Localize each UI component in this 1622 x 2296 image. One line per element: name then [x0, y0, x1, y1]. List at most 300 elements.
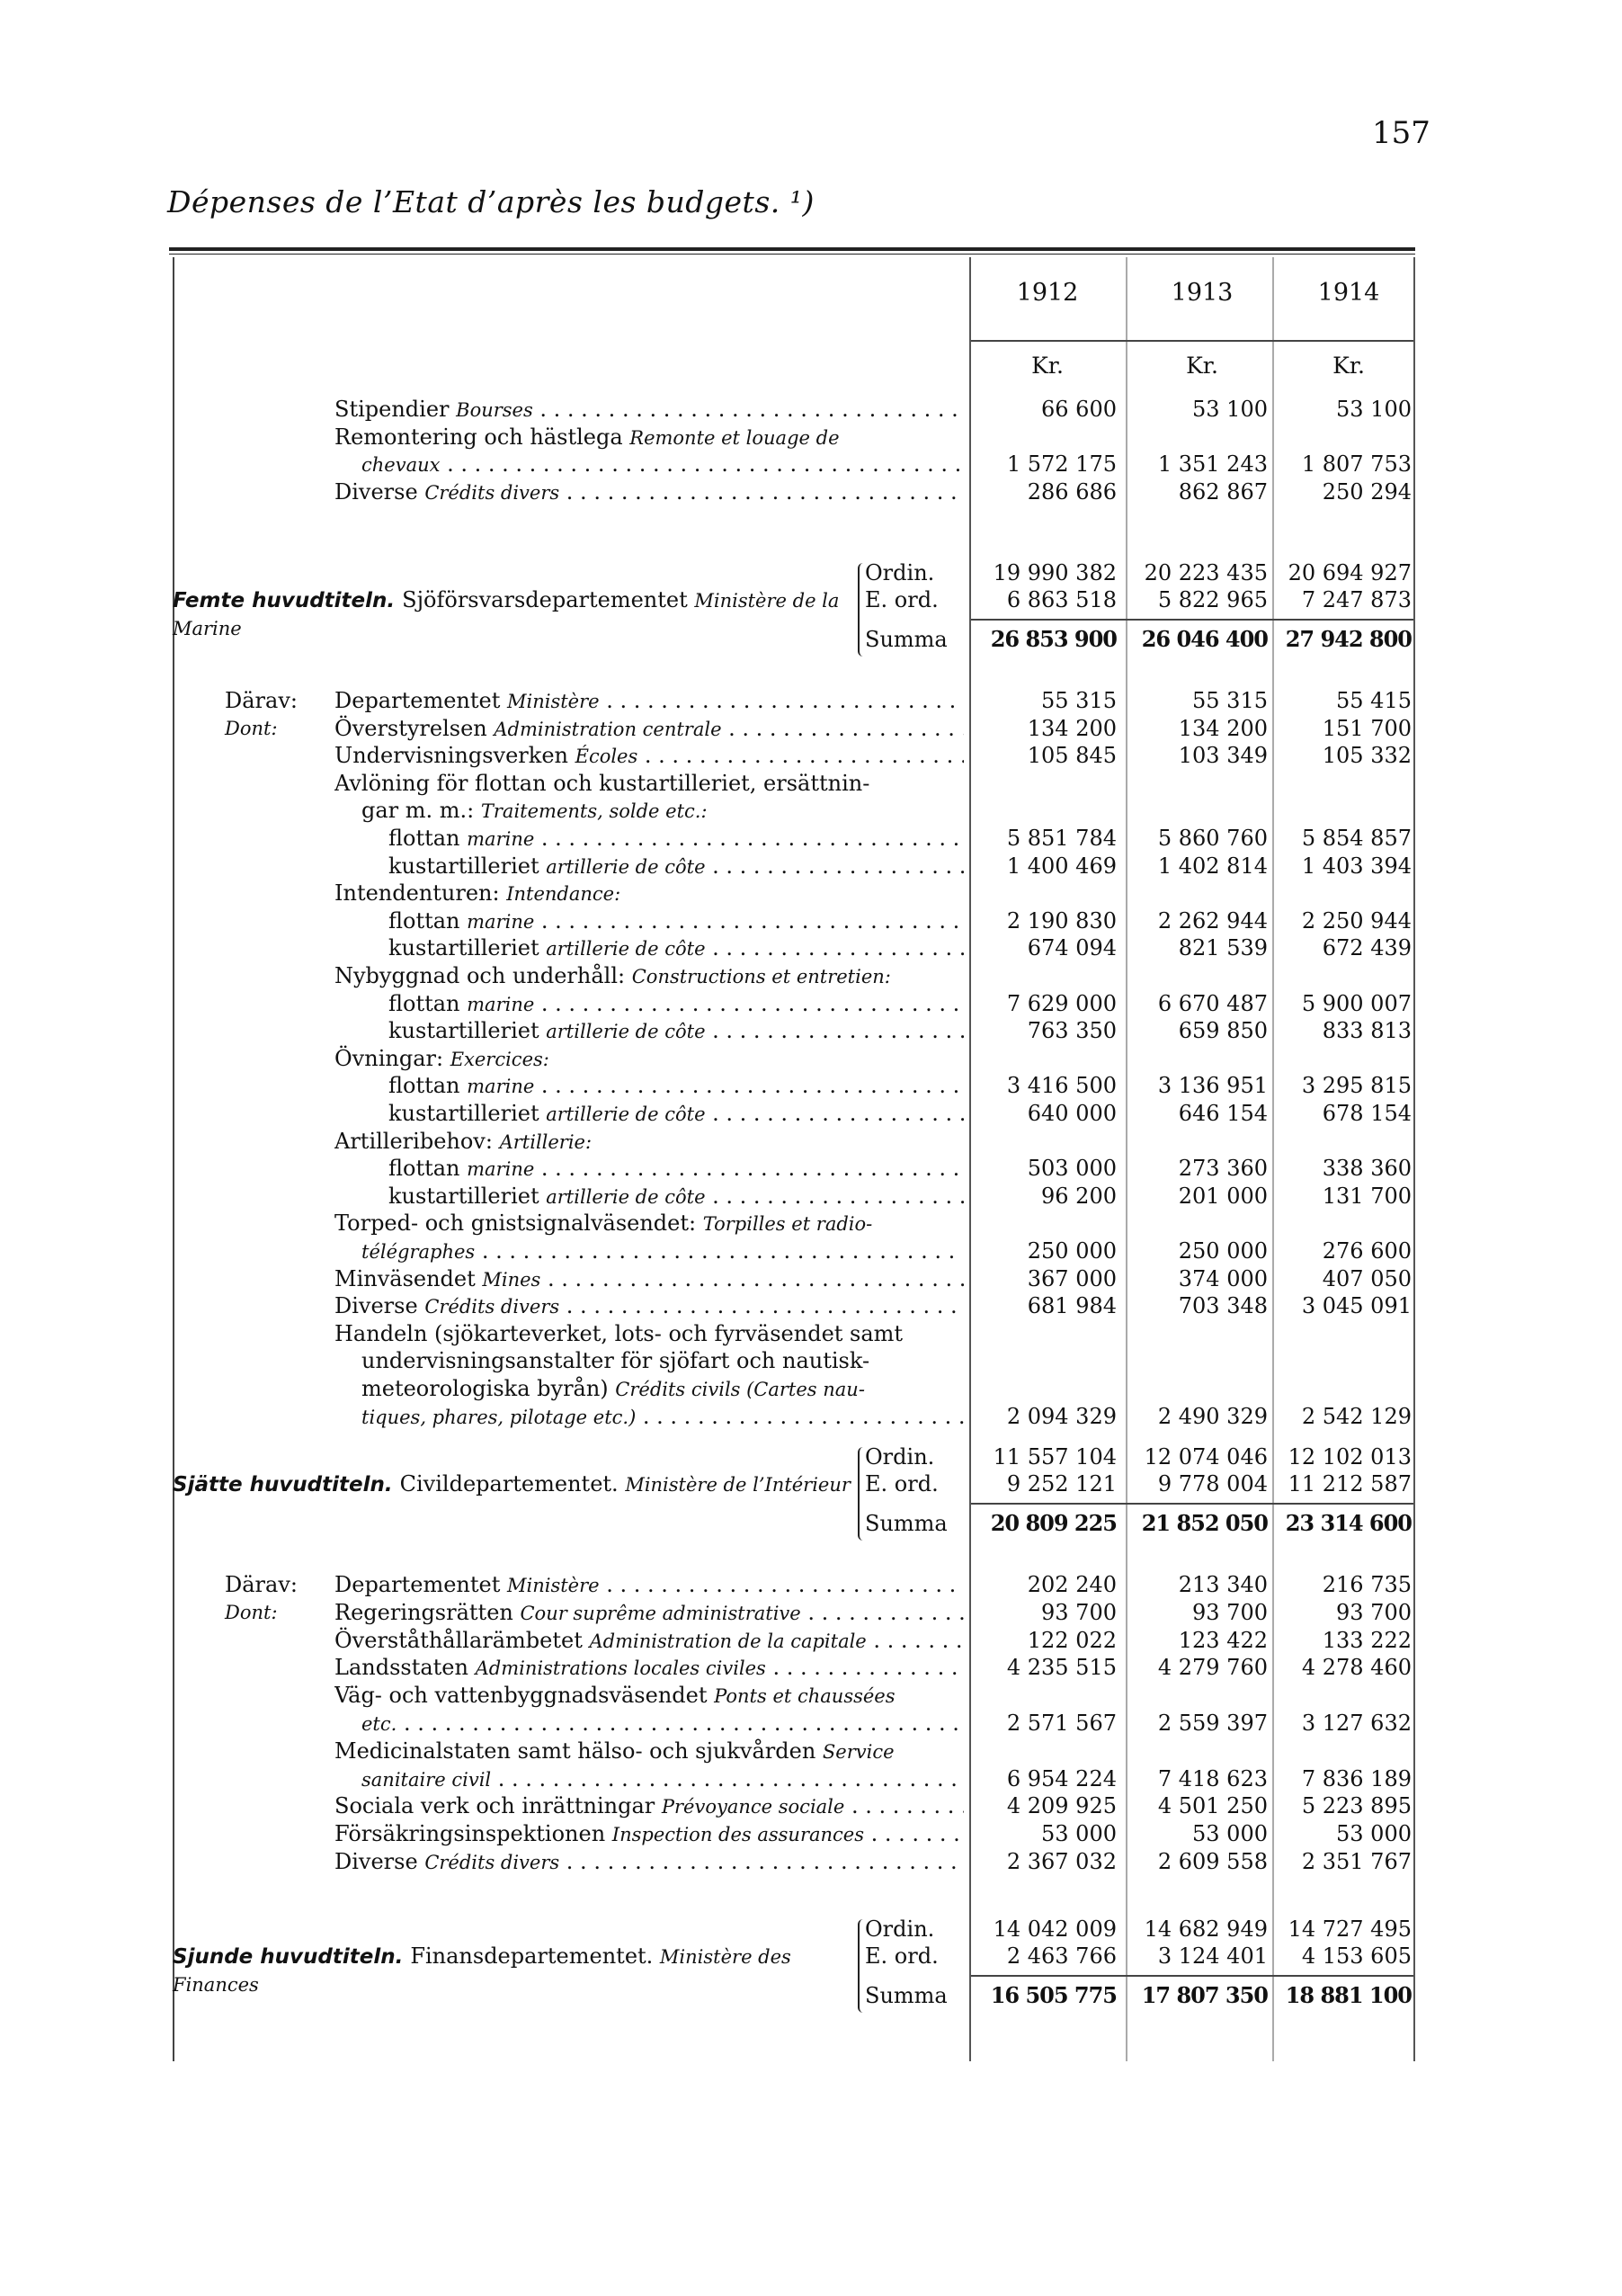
row-label — [334, 424, 964, 451]
row-label-fr: etc. — [361, 1713, 397, 1735]
section-title-bold: Sjunde huvudtiteln. — [173, 1945, 411, 1969]
row-label-sv: Undervisningsverken — [334, 743, 575, 769]
ordin-row — [0, 559, 1622, 586]
row-value: 151 700 — [1322, 715, 1412, 741]
table-row — [0, 990, 1622, 1017]
row-value: 2 571 567 — [1006, 1711, 1117, 1736]
section-title-rest: Finansdepartementet. — [410, 1943, 660, 1969]
row-label-fr: sanitaire civil — [361, 1768, 492, 1791]
row-label-sv: Sociala verk och inrättningar — [334, 1793, 662, 1819]
eord-row — [0, 1470, 1622, 1497]
row-label — [334, 1627, 964, 1655]
row-label — [334, 478, 964, 506]
row-value: 213 340 — [1178, 1572, 1268, 1597]
summa-value: 27 942 800 — [1285, 626, 1412, 652]
ordin-value: 12 102 013 — [1288, 1444, 1412, 1470]
ordin-value: 14 727 495 — [1288, 1916, 1412, 1942]
section-title-rest: Sjöförsvarsdepartementet — [402, 587, 695, 612]
summa-label: Summa — [865, 1983, 948, 2008]
table-row — [0, 1710, 1622, 1737]
table-row — [0, 1017, 1622, 1044]
row-value: 53 000 — [1192, 1821, 1268, 1847]
row-label — [334, 1320, 964, 1347]
table-row — [0, 1100, 1622, 1127]
row-label — [334, 715, 964, 743]
row-label-fr: artillerie de côte — [546, 855, 706, 878]
row-value: 659 850 — [1178, 1018, 1268, 1044]
year-header-1913: 1913 — [1171, 279, 1234, 307]
row-label-sv: Artilleribehov: — [334, 1128, 500, 1154]
row-label-fr: tiques, phares, pilotage etc.) — [361, 1406, 637, 1428]
table-row — [0, 1765, 1622, 1792]
row-label-fr: Administration de la capitale — [589, 1630, 867, 1652]
eord-row — [0, 586, 1622, 613]
row-label — [361, 1403, 964, 1431]
row-value: 250 000 — [1027, 1238, 1117, 1264]
table-row — [0, 1155, 1622, 1182]
row-label — [334, 1848, 964, 1876]
row-label — [334, 1738, 964, 1765]
row-label-fr: Ministère — [506, 1575, 600, 1596]
table-row — [0, 1682, 1622, 1709]
table-row — [0, 1599, 1622, 1626]
row-value: 763 350 — [1027, 1018, 1117, 1044]
row-label-fr: Remonte et louage de — [629, 426, 840, 449]
row-label — [388, 1017, 964, 1045]
table-row — [0, 396, 1622, 423]
row-label-fr: Administrations locales civiles — [475, 1657, 766, 1680]
row-value: 123 422 — [1178, 1627, 1268, 1653]
section-title-fr: Ministère de l’Intérieur — [625, 1474, 851, 1496]
row-value: 646 154 — [1178, 1101, 1268, 1126]
summa-label: Summa — [865, 627, 948, 652]
row-value: 276 600 — [1322, 1238, 1412, 1264]
section-title-fr: Ministère de la Marine — [173, 590, 840, 639]
ordin-value: 14 682 949 — [1144, 1916, 1268, 1942]
summa-label: Summa — [865, 1511, 948, 1536]
table-row — [0, 880, 1622, 907]
row-label — [334, 1820, 964, 1848]
row-label-fr: Crédits divers — [424, 1852, 560, 1873]
section-title-bold: Sjätte huvudtiteln. — [173, 1473, 400, 1496]
row-label-sv: kustartilleriet — [388, 1101, 547, 1126]
row-label-fr: marine — [467, 1076, 535, 1098]
table-row — [0, 907, 1622, 934]
row-value: 201 000 — [1178, 1183, 1268, 1209]
row-label — [334, 396, 964, 424]
summa-value: 26 046 400 — [1141, 626, 1268, 652]
row-value: 5 223 895 — [1301, 1793, 1412, 1819]
table-row — [0, 1320, 1622, 1347]
row-value: 134 200 — [1178, 715, 1268, 741]
row-value: 93 700 — [1336, 1599, 1412, 1625]
ordin-value: 19 990 382 — [993, 560, 1117, 585]
row-value: 640 000 — [1027, 1101, 1117, 1126]
table-row — [0, 1045, 1622, 1072]
row-label — [334, 1682, 964, 1710]
summa-value: 23 314 600 — [1285, 1510, 1412, 1536]
row-value: 2 559 397 — [1157, 1711, 1268, 1736]
row-value: 2 367 032 — [1006, 1849, 1117, 1874]
row-label — [388, 990, 964, 1018]
row-value: 216 735 — [1322, 1572, 1412, 1597]
row-label-fr: chevaux — [361, 454, 441, 476]
row-value: 862 867 — [1178, 478, 1268, 505]
summa-value: 26 853 900 — [990, 626, 1117, 652]
table-row — [0, 1571, 1622, 1598]
row-value: 250 294 — [1322, 478, 1412, 505]
row-label — [334, 1654, 964, 1682]
table-row — [0, 1292, 1622, 1319]
section-title-fr: Ministère des Finances — [173, 1946, 791, 1996]
row-label-sv: Departementet — [334, 688, 507, 713]
row-value: 4 209 925 — [1006, 1793, 1117, 1819]
summa-rule — [971, 619, 1413, 621]
row-label — [361, 1765, 964, 1793]
row-value: 53 100 — [1192, 397, 1268, 422]
table-row — [0, 478, 1622, 505]
row-label-fr: marine — [467, 1158, 535, 1181]
row-label — [334, 742, 964, 770]
row-label-sv: flottan — [388, 1156, 468, 1182]
ordin-row — [0, 1916, 1622, 1943]
table-row — [0, 687, 1622, 714]
summa-value: 21 852 050 — [1141, 1510, 1268, 1536]
row-label-sv: Departementet — [334, 1572, 507, 1597]
table-row — [0, 1738, 1622, 1764]
eord-value: 9 252 121 — [1006, 1471, 1117, 1496]
table-row — [0, 451, 1622, 478]
eord-value: 6 863 518 — [1006, 587, 1117, 612]
row-value: 286 686 — [1027, 478, 1117, 505]
eord-label: E. ord. — [865, 587, 939, 612]
row-value: 672 439 — [1322, 935, 1412, 961]
row-label — [334, 1210, 964, 1237]
row-label-fr: artillerie de côte — [546, 1185, 706, 1208]
row-label — [334, 770, 964, 797]
table-row — [0, 1820, 1622, 1847]
eord-value: 5 822 965 — [1157, 587, 1268, 612]
row-value: 5 860 760 — [1157, 826, 1268, 851]
row-value: 96 200 — [1041, 1183, 1117, 1209]
row-label — [334, 1128, 964, 1156]
row-label-sv: Minväsendet — [334, 1265, 483, 1291]
row-value: 133 222 — [1322, 1627, 1412, 1653]
row-value: 678 154 — [1322, 1101, 1412, 1126]
row-label — [361, 1237, 964, 1265]
row-value: 3 127 632 — [1301, 1711, 1412, 1736]
row-label-sv: Landsstaten — [334, 1655, 476, 1681]
row-value: 2 351 767 — [1301, 1849, 1412, 1874]
table-row — [0, 797, 1622, 824]
table-row — [0, 825, 1622, 852]
row-label-sv: Överståthållarämbetet — [334, 1627, 590, 1653]
table-row — [0, 962, 1622, 989]
row-value: 53 000 — [1041, 1821, 1117, 1847]
row-label-sv: Medicinalstaten samt hälso- och sjukvården — [334, 1738, 823, 1764]
row-value: 273 360 — [1178, 1156, 1268, 1182]
ordin-value: 12 074 046 — [1144, 1444, 1268, 1470]
row-label-sv: kustartilleriet — [388, 1018, 547, 1044]
row-value: 407 050 — [1322, 1265, 1412, 1291]
ordin-value: 20 694 927 — [1288, 560, 1412, 585]
row-label — [334, 1792, 964, 1820]
row-label — [334, 1265, 964, 1293]
table-row — [0, 934, 1622, 961]
row-label-sv: Väg- och vattenbyggnadsväsendet — [334, 1683, 715, 1709]
row-value: 503 000 — [1027, 1156, 1117, 1182]
row-label — [388, 825, 964, 853]
row-label-sv: Regeringsrätten — [334, 1599, 521, 1625]
darav-label: Därav: — [225, 1572, 298, 1597]
summa-value: 20 809 225 — [990, 1510, 1117, 1536]
table-row — [0, 1627, 1622, 1654]
summa-value: 16 505 775 — [990, 1982, 1117, 2008]
row-value: 93 700 — [1041, 1599, 1117, 1625]
row-label-sv: Försäkringsinspektionen — [334, 1821, 612, 1847]
row-label-sv: Nybyggnad och underhåll: — [334, 963, 632, 988]
row-value: 250 000 — [1178, 1238, 1268, 1264]
row-value: 55 315 — [1192, 688, 1268, 713]
row-value: 374 000 — [1178, 1265, 1268, 1291]
row-value: 833 813 — [1322, 1018, 1412, 1044]
row-label-fr: artillerie de côte — [546, 1021, 706, 1043]
ordin-label: Ordin. — [865, 1444, 935, 1470]
row-value: 1 403 394 — [1301, 853, 1412, 879]
row-label-fr: Torpilles et radio- — [702, 1213, 873, 1236]
row-label-fr: Crédits divers — [424, 1296, 560, 1318]
unit-header: Kr. — [1332, 353, 1365, 379]
row-label-fr: Écoles — [575, 746, 638, 768]
ordin-value: 11 557 104 — [993, 1444, 1117, 1470]
row-value: 3 295 815 — [1301, 1073, 1412, 1099]
table-row — [0, 1265, 1622, 1292]
row-label-sv: Handeln (sjökarteverket, lots- och fyrväsendet samt — [334, 1320, 904, 1346]
row-value: 6 954 224 — [1006, 1765, 1117, 1791]
row-value: 1 351 243 — [1157, 451, 1268, 477]
year-header-1914: 1914 — [1317, 279, 1380, 307]
table-row — [0, 1128, 1622, 1155]
row-label — [388, 853, 964, 880]
summa-value: 17 807 350 — [1141, 1982, 1268, 2008]
row-label-fr: Bourses — [456, 399, 533, 421]
row-value: 55 415 — [1336, 688, 1412, 713]
table-row — [0, 1792, 1622, 1819]
row-value: 5 900 007 — [1301, 990, 1412, 1016]
row-value: 122 022 — [1027, 1627, 1117, 1653]
row-label-fr: artillerie de côte — [546, 938, 706, 960]
row-label-fr: Cour suprême administrative — [520, 1602, 801, 1624]
summa-row — [0, 1510, 1622, 1537]
row-value: 1 402 814 — [1157, 853, 1268, 879]
row-value: 4 278 460 — [1301, 1655, 1412, 1681]
eord-value: 9 778 004 — [1157, 1471, 1268, 1496]
row-label-fr: Service — [822, 1740, 895, 1763]
row-label — [361, 451, 964, 478]
row-value: 202 240 — [1027, 1572, 1117, 1597]
row-value: 66 600 — [1041, 397, 1117, 422]
row-value: 4 279 760 — [1157, 1655, 1268, 1681]
row-label — [388, 934, 964, 962]
eord-label: E. ord. — [865, 1943, 939, 1969]
table-row — [0, 715, 1622, 742]
row-label — [334, 962, 964, 990]
row-label-fr: Mines — [482, 1268, 541, 1291]
table-row — [0, 1347, 1622, 1374]
row-label-sv: Diverse — [334, 478, 425, 505]
row-label-sv: Torped- och gnistsignalväsendet: — [334, 1211, 703, 1237]
row-value: 681 984 — [1027, 1293, 1117, 1319]
row-label — [334, 1292, 964, 1320]
row-value: 4 501 250 — [1157, 1793, 1268, 1819]
row-label-sv: flottan — [388, 990, 468, 1016]
darav-label: Därav: — [225, 688, 298, 713]
row-label-fr: artillerie de côte — [546, 1103, 706, 1125]
row-value: 5 854 857 — [1301, 826, 1412, 851]
ordin-value: 20 223 435 — [1144, 560, 1268, 585]
row-label — [334, 1045, 964, 1073]
ordin-value: 14 042 009 — [993, 1916, 1117, 1942]
row-label — [361, 1347, 964, 1374]
row-label — [334, 1571, 964, 1599]
row-label — [388, 907, 964, 935]
summa-row — [0, 1982, 1622, 2009]
row-value: 105 845 — [1027, 743, 1117, 769]
row-value: 4 235 515 — [1006, 1655, 1117, 1681]
row-label-sv: Stipendier — [334, 397, 457, 422]
dont-label-text: Dont: — [225, 1602, 278, 1623]
row-label-fr: marine — [467, 828, 535, 850]
row-value: 7 836 189 — [1301, 1765, 1412, 1791]
unit-header: Kr. — [1186, 353, 1218, 379]
table-row — [0, 1375, 1622, 1402]
row-label — [388, 1183, 964, 1211]
row-value: 2 190 830 — [1006, 907, 1117, 934]
row-value: 2 609 558 — [1157, 1849, 1268, 1874]
row-label-fr: Ministère — [506, 691, 600, 712]
row-label-fr: Traitements, solde etc.: — [480, 800, 708, 823]
row-label-sv: kustartilleriet — [388, 935, 547, 961]
row-value: 1 400 469 — [1006, 853, 1117, 879]
year-header-1912: 1912 — [1016, 279, 1079, 307]
eord-value: 2 463 766 — [1006, 1943, 1117, 1969]
row-value: 338 360 — [1322, 1156, 1412, 1182]
row-label-fr: télégraphes — [361, 1241, 476, 1263]
row-value: 53 100 — [1336, 397, 1412, 422]
table-row — [0, 1237, 1622, 1264]
table-top-rule — [169, 247, 1415, 251]
table-row — [0, 1210, 1622, 1237]
row-label-fr: Artillerie: — [499, 1130, 593, 1153]
section-title-rest: Civildepartementet. — [399, 1471, 626, 1496]
row-value: 2 094 329 — [1006, 1403, 1117, 1429]
row-label-sv: Diverse — [334, 1293, 425, 1319]
row-label-sv: Intendenturen: — [334, 880, 507, 907]
table-row — [0, 770, 1622, 797]
dont-label-text: Dont: — [225, 718, 278, 739]
row-label — [388, 1072, 964, 1100]
summa-rule — [971, 1975, 1413, 1977]
row-value: 3 416 500 — [1006, 1073, 1117, 1099]
eord-value: 3 124 401 — [1157, 1943, 1268, 1969]
row-label-sv: Överstyrelsen — [334, 715, 495, 741]
row-value: 7 629 000 — [1006, 990, 1117, 1016]
ordin-label: Ordin. — [865, 560, 935, 585]
row-value: 821 539 — [1178, 935, 1268, 961]
table-row — [0, 424, 1622, 451]
unit-header: Kr. — [1031, 353, 1064, 379]
page-title: Dépenses de l’Etat d’après les budgets. ¹) — [167, 184, 815, 219]
eord-value: 7 247 873 — [1301, 587, 1412, 612]
row-label-sv: flottan — [388, 907, 468, 934]
row-value: 134 200 — [1027, 715, 1117, 741]
row-value: 105 332 — [1322, 743, 1412, 769]
row-label-fr: Prévoyance sociale — [661, 1796, 845, 1818]
table-row — [0, 1072, 1622, 1099]
table-top-rule-thin — [169, 254, 1415, 255]
row-label-sv: kustartilleriet — [388, 1183, 547, 1209]
row-label — [334, 880, 964, 907]
row-value: 2 490 329 — [1157, 1403, 1268, 1429]
row-label-sv: gar m. m.: — [361, 798, 481, 824]
page-number: 157 — [1372, 115, 1430, 151]
row-label — [361, 1375, 964, 1403]
row-label — [334, 1599, 964, 1627]
row-label-fr: Crédits divers — [424, 481, 560, 504]
row-value: 7 418 623 — [1157, 1765, 1268, 1791]
row-label-fr: marine — [467, 910, 535, 933]
row-value: 5 851 784 — [1006, 826, 1117, 851]
row-value: 703 348 — [1178, 1293, 1268, 1319]
row-value: 55 315 — [1041, 688, 1117, 713]
row-label-sv: Avlöning för flottan och kustartilleriet, ersättnin- — [334, 770, 870, 796]
row-value: 1 572 175 — [1006, 451, 1117, 477]
row-label-sv: undervisningsanstalter för sjöfart och nautisk- — [361, 1348, 870, 1374]
header-rule — [971, 340, 1413, 342]
row-value: 1 807 753 — [1301, 451, 1412, 477]
table-row — [0, 1403, 1622, 1430]
table-row — [0, 1183, 1622, 1210]
row-value: 103 349 — [1178, 743, 1268, 769]
row-value: 2 250 944 — [1301, 907, 1412, 934]
row-label-fr: Inspection des assurances — [611, 1824, 864, 1846]
row-label-sv: flottan — [388, 826, 468, 851]
row-label — [334, 687, 964, 715]
row-value: 2 542 129 — [1301, 1403, 1412, 1429]
row-value: 93 700 — [1192, 1599, 1268, 1625]
row-value: 6 670 487 — [1157, 990, 1268, 1016]
row-label — [361, 1710, 964, 1738]
row-label-fr: marine — [467, 993, 535, 1015]
eord-label: E. ord. — [865, 1471, 939, 1496]
row-label-sv: Diverse — [334, 1849, 425, 1874]
row-label-fr: Crédits civils (Cartes nau- — [615, 1379, 865, 1400]
row-label-sv: kustartilleriet — [388, 853, 547, 879]
row-label — [388, 1100, 964, 1128]
row-value: 367 000 — [1027, 1265, 1117, 1291]
row-value: 674 094 — [1027, 935, 1117, 961]
row-label-sv: flottan — [388, 1073, 468, 1099]
row-label-sv: Remontering och hästlega — [334, 424, 630, 450]
row-label — [388, 1155, 964, 1183]
row-label-fr: Intendance: — [506, 883, 621, 906]
row-label-sv: meteorologiska byrån) — [361, 1376, 616, 1401]
eord-value: 4 153 605 — [1301, 1943, 1412, 1969]
row-label-sv: Övningar: — [334, 1045, 450, 1071]
row-value: 131 700 — [1322, 1183, 1412, 1209]
row-label-fr: Administration centrale — [494, 718, 722, 740]
row-value: 3 045 091 — [1301, 1293, 1412, 1319]
